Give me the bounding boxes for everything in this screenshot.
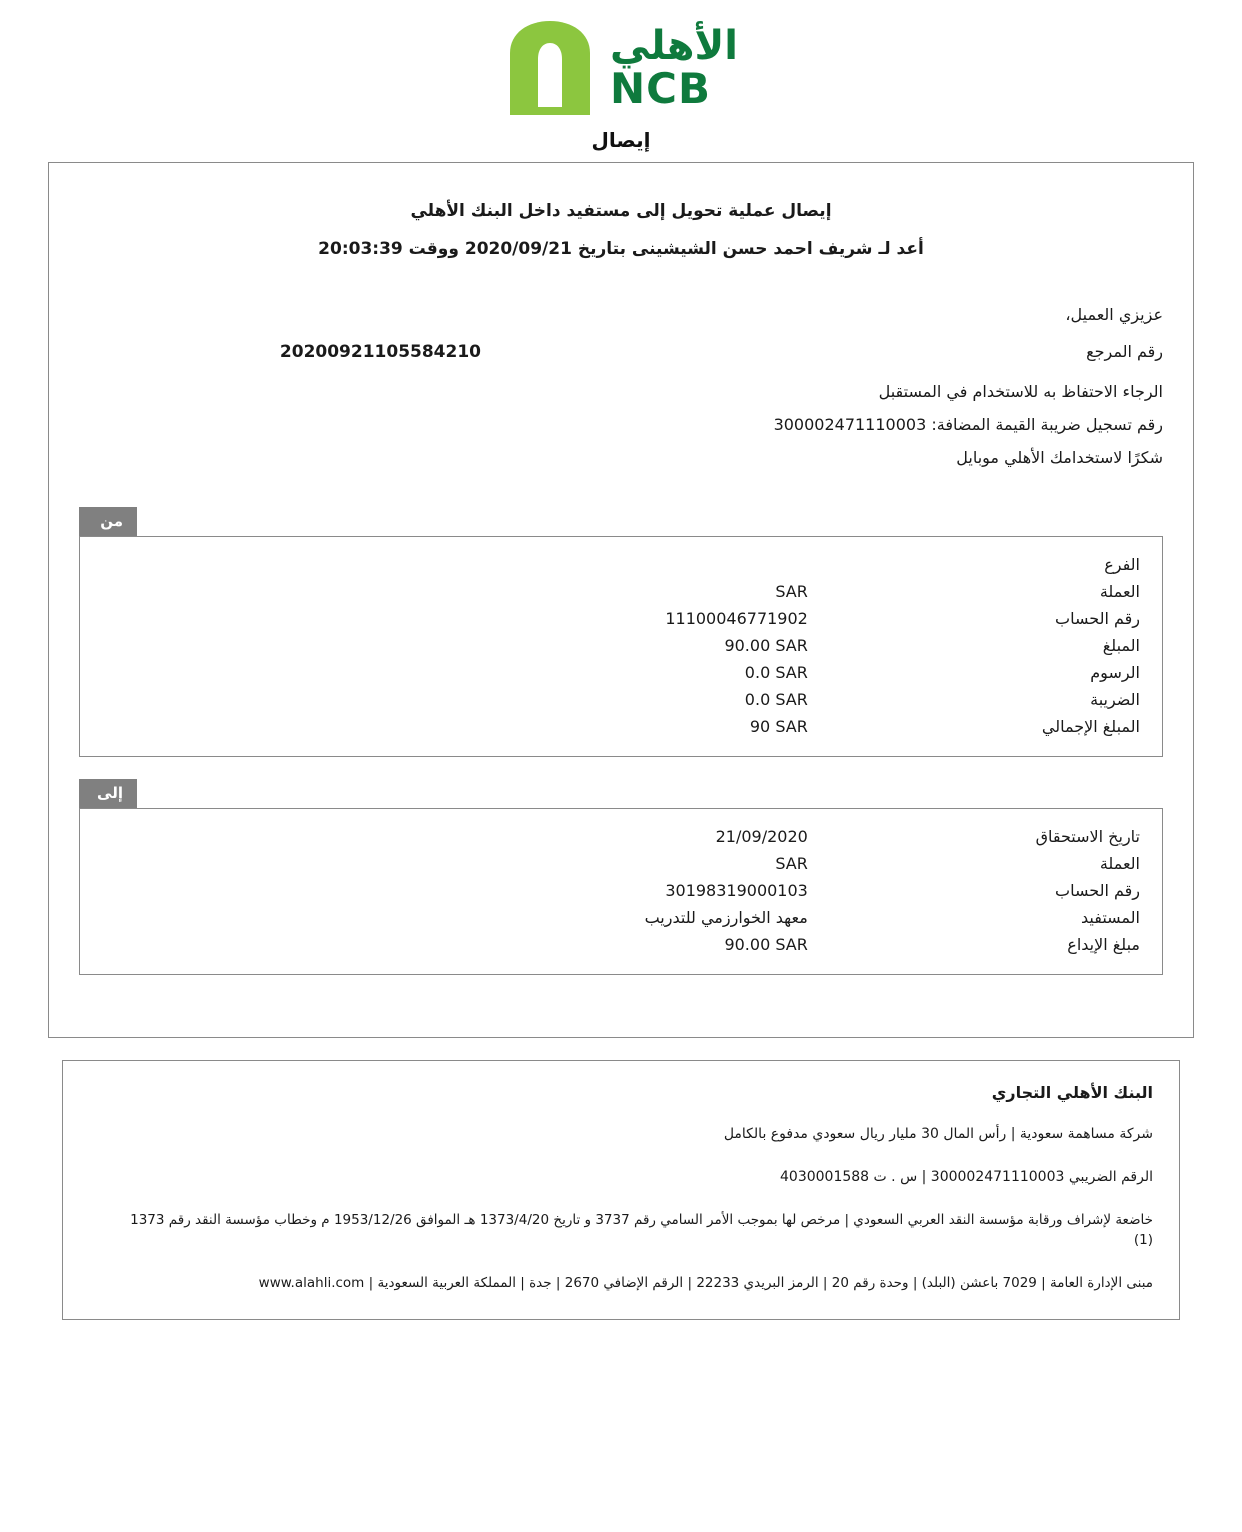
receipt-prepared-by: أعد لـ شريف احمد حسن الشيشينى بتاريخ 2020/09/21 ووقت 20:03:39	[318, 239, 924, 259]
receipt-main-box	[48, 162, 1194, 1038]
row-label: مبلغ الإيداع	[1067, 935, 1140, 954]
bank-name: البنك الأهلي التجاري	[991, 1083, 1153, 1102]
row-value: 0.0 SAR	[744, 690, 808, 709]
reference-row	[79, 342, 1163, 362]
thanks-line: شكرًا لاستخدامك الأهلي موبايل	[956, 448, 1163, 467]
row-label: المبلغ الإجمالي	[1041, 717, 1140, 736]
document-header	[0, 0, 1242, 162]
from-section-bar	[79, 507, 1163, 536]
bank-address-line: مبنى الإدارة العامة | 7029 باعشن (البلد) | وحدة رقم 20 | الرمز البريدي 22233 | الرقم الإضافي 2670 | جدة | المملكة العربية السعودية | www.alahli.com	[258, 1274, 1153, 1291]
row-value: SAR	[775, 582, 808, 601]
from-section-box	[79, 536, 1163, 757]
row-label: المستفيد	[1081, 908, 1140, 927]
row-label: العملة	[1099, 582, 1140, 601]
to-section-bar	[79, 779, 1163, 808]
bank-tax-line: الرقم الضريبي 300002471110003 | س . ت 4030001588	[780, 1169, 1153, 1185]
vat-registration-line: رقم تسجيل ضريبة القيمة المضافة: 300002471110003	[773, 415, 1163, 434]
row-label: المبلغ	[1102, 636, 1140, 655]
logo-english-text: NCB	[609, 64, 711, 113]
row-value: SAR	[775, 854, 808, 873]
row-label: الفرع	[1104, 555, 1140, 574]
reference-value: 20200921105584210	[279, 342, 481, 362]
table-row	[102, 686, 1140, 713]
row-value: 30198319000103	[665, 881, 808, 900]
row-value: 90.00 SAR	[724, 636, 808, 655]
ncb-logo-text	[609, 23, 739, 113]
receipt-greeting: عزيزي العميل،	[1065, 305, 1163, 324]
page-title: إيصال	[591, 128, 651, 152]
table-row	[102, 931, 1140, 958]
table-row	[102, 578, 1140, 605]
table-row	[102, 877, 1140, 904]
row-value: 90.00 SAR	[724, 935, 808, 954]
row-value: معهد الخوارزمي للتدريب	[644, 908, 808, 927]
table-row	[102, 551, 1140, 578]
row-value: 90 SAR	[749, 717, 808, 736]
to-section-box	[79, 808, 1163, 975]
table-row	[102, 659, 1140, 686]
from-section-label: من	[79, 507, 137, 536]
bank-regulatory-line: خاضعة لإشراف ورقابة مؤسسة النقد العربي السعودي | مرخص لها بموجب الأمر السامي رقم 3737 و تاريخ 1373/4/20 هـ الموافق 1953/12/26 م وخطاب مؤسسة النقد رقم 1373 (1)	[130, 1212, 1153, 1249]
receipt-title: إيصال عملية تحويل إلى مستفيد داخل البنك الأهلي	[410, 201, 832, 221]
row-value: 0.0 SAR	[744, 663, 808, 682]
row-label: الضريبة	[1090, 690, 1140, 709]
ncb-logo	[504, 14, 738, 122]
row-label: الرسوم	[1090, 663, 1140, 682]
to-section-label: إلى	[79, 779, 137, 808]
table-row	[102, 904, 1140, 931]
table-row	[102, 605, 1140, 632]
bank-info-box	[62, 1060, 1180, 1320]
row-label: رقم الحساب	[1055, 609, 1140, 628]
row-label: العملة	[1099, 854, 1140, 873]
logo-arabic-text: الأهلي	[609, 23, 739, 69]
table-row	[102, 713, 1140, 740]
ncb-arch-logo-icon	[504, 19, 596, 117]
keep-note: الرجاء الاحتفاظ به للاستخدام في المستقبل	[878, 382, 1163, 401]
table-row	[102, 632, 1140, 659]
row-label: رقم الحساب	[1055, 881, 1140, 900]
row-label: تاريخ الاستحقاق	[1035, 827, 1140, 846]
table-row	[102, 823, 1140, 850]
table-row	[102, 850, 1140, 877]
reference-label: رقم المرجع	[1086, 342, 1163, 361]
row-value: 21/09/2020	[715, 827, 808, 846]
row-value: 11100046771902	[665, 609, 808, 628]
bank-capital-line: شركة مساهمة سعودية | رأس المال 30 مليار ريال سعودي مدفوع بالكامل	[723, 1126, 1153, 1142]
